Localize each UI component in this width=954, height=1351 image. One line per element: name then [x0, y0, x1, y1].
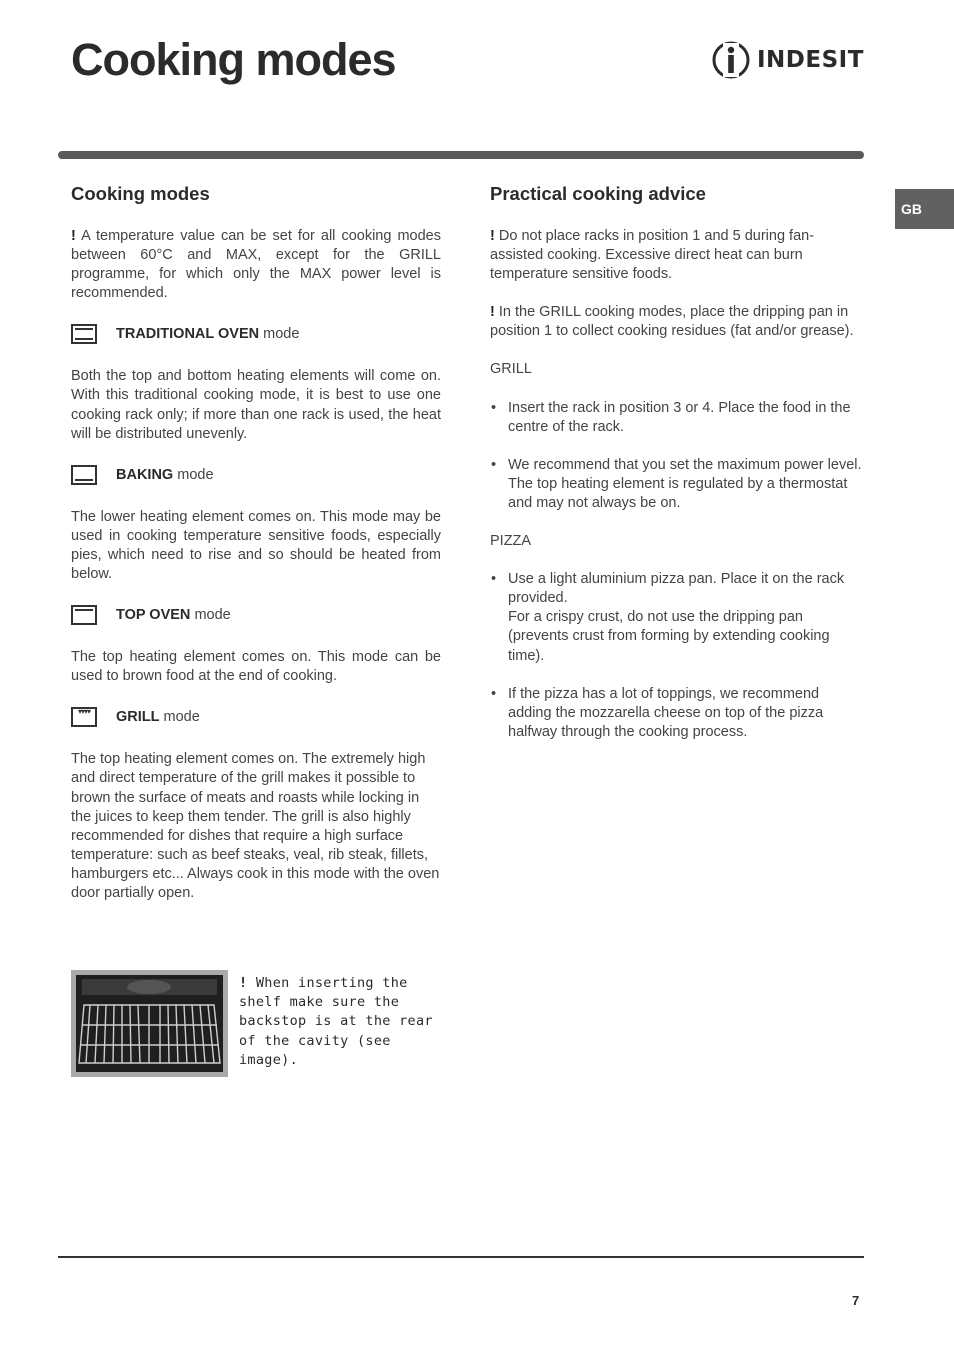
mode-traditional-oven: [71, 322, 441, 346]
grill-icon: ▾▾▾▾: [71, 707, 97, 727]
mode-description: The top heating element comes on. This mode can be used to brown food at the end of cooking.: [71, 649, 441, 685]
brand-logo: [711, 38, 866, 82]
subheading-grill: GRILL: [490, 361, 532, 378]
shelf-note: [239, 974, 439, 1070]
warning-mark: !: [239, 975, 248, 991]
mode-name: TOP OVEN: [116, 607, 191, 624]
list-item: • If the pizza has a lot of toppings, we recommend adding the mozzarella cheese on top of the pizza halfway through the cooking process.: [490, 685, 862, 742]
indesit-i-icon: [711, 39, 751, 81]
oven-shelf-image: [71, 970, 228, 1077]
bottom-divider: [58, 1256, 864, 1258]
page-number: 7: [852, 1293, 860, 1308]
mode-name: TRADITIONAL OVEN: [116, 326, 260, 343]
intro-text: A temperature value can be set for all cooking modes between 60°C and MAX, except for the GRILL programme, for which only the MAX power level is recommended.: [71, 228, 441, 302]
list-item: • We recommend that you set the maximum power level. The top heating element is regulated by a thermostat and may not always be on.: [490, 456, 862, 513]
section-heading-cooking-modes: Cooking modes: [71, 183, 210, 204]
mode-description: The lower heating element comes on. This mode may be used in cooking temperature sensitive foods, especially pies, which need to rise and so should be heated from below.: [71, 508, 441, 583]
warning-paragraph: [490, 227, 862, 284]
list-item: [490, 570, 862, 665]
mode-suffix: mode: [194, 607, 231, 624]
warning-mark: !: [490, 304, 495, 321]
mode-suffix: mode: [177, 466, 214, 483]
grill-list: [490, 399, 862, 513]
traditional-oven-icon: [71, 324, 97, 344]
mode-top-oven: [71, 603, 441, 627]
brand-wordmark: INDESIT: [757, 47, 864, 73]
warning-text: In the GRILL cooking modes, place the dripping pan in position 1 to collect cooking residues (fat and/or grease).: [490, 304, 854, 340]
mode-label: [116, 709, 200, 725]
warning-text: Do not place racks in position 1 and 5 during fan-assisted cooking. Excessive direct heat can burn temperature sensitive foods.: [490, 228, 815, 283]
mode-grill: [71, 705, 441, 729]
list-item-line: For a crispy crust, do not use the dripping pan (prevents crust from forming by extending cooking time).: [508, 609, 830, 664]
oven-rack-icon: [76, 975, 223, 1072]
warning-mark: !: [490, 228, 495, 244]
mode-name: GRILL: [116, 709, 160, 726]
mode-label: [116, 607, 231, 623]
top-divider: [58, 151, 864, 159]
subheading-pizza: PIZZA: [490, 533, 532, 550]
pizza-list: [490, 570, 862, 742]
language-tab: GB: [895, 189, 954, 229]
shelf-note-text: When inserting the shelf make sure the backstop is at the rear of the cavity (see image).: [239, 975, 433, 1068]
mode-suffix: mode: [163, 709, 200, 726]
section-heading-practical-advice: Practical cooking advice: [490, 183, 706, 204]
mode-description: The top heating element comes on. The extremely high and direct temperature of the grill makes it possible to brown the surface of meats and roasts while locking in the juices to keep them tender. The grill is also highly recommended for dishes that require a high surface temperature: such as beef steaks, veal, rib steak, fillets, hamburgers etc... Always cook in this mode with the oven door partially open.: [71, 751, 440, 901]
warning-paragraph: [490, 303, 862, 341]
right-column: [490, 183, 862, 761]
warning-mark: !: [71, 228, 76, 244]
mode-description: Both the top and bottom heating elements will come on. With this traditional cooking mode, it is best to use one cooking rack only; if more than one rack is used, the heat will be distributed unevenly.: [71, 368, 441, 442]
list-item: • Insert the rack in position 3 or 4. Place the food in the centre of the rack.: [490, 399, 862, 437]
mode-name: BAKING: [116, 466, 174, 483]
mode-suffix: mode: [263, 326, 300, 343]
baking-icon: [71, 465, 97, 485]
mode-baking: [71, 463, 441, 487]
page-title: Cooking modes: [71, 34, 396, 85]
mode-label: [116, 467, 214, 483]
left-column: [71, 183, 441, 922]
list-item-line: Use a light aluminium pizza pan. Place it on the rack provided.: [508, 571, 845, 607]
top-oven-icon: [71, 605, 97, 625]
intro-paragraph: [71, 227, 441, 303]
mode-label: [116, 326, 299, 342]
